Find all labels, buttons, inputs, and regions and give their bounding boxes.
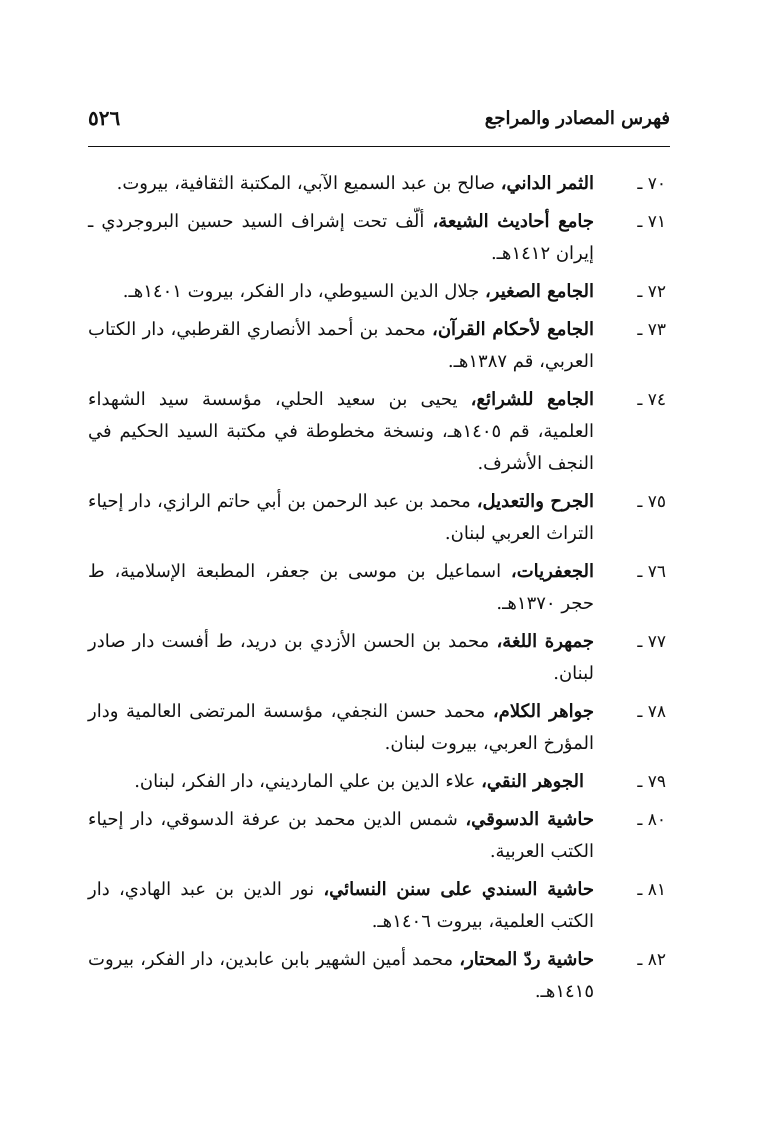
reference-entry xyxy=(88,276,670,308)
reference-entry xyxy=(88,804,670,868)
section-title: فهرس المصادر والمراجع xyxy=(484,107,670,129)
entry-number: ٧٠ ـ xyxy=(637,174,666,194)
entry-details: محمد أمين الشهير بابن عابدين، دار الفكر، بيروت ١٤١٥هـ. xyxy=(88,949,594,1002)
entry-number: ٧٣ ـ xyxy=(637,320,666,340)
entry-title: الجامع الصغير، xyxy=(484,281,594,302)
entry-number: ٧٨ ـ xyxy=(637,702,666,722)
entry-number: ٧٢ ـ xyxy=(637,282,666,302)
entry-number: ٨٠ ـ xyxy=(637,810,666,830)
entry-title: الجوهر النقي، xyxy=(481,771,584,792)
entry-title: حاشية ردّ المحتار، xyxy=(459,949,594,970)
reference-entry xyxy=(88,314,670,378)
entry-details: يحيى بن سعيد الحلي، مؤسسة سيد الشهداء العلمية، قم ١٤٠٥هـ، ونسخة مخطوطة في مكتبة السيد الحكيم في النجف الأشرف. xyxy=(88,389,594,474)
reference-entry xyxy=(88,556,670,620)
entry-details: اسماعيل بن موسى بن جعفر، المطبعة الإسلامية، ط حجر ١٣٧٠هـ. xyxy=(88,561,594,614)
reference-entry xyxy=(88,206,670,270)
entry-body xyxy=(88,314,594,378)
entry-details: محمد بن عبد الرحمن بن أبي حاتم الرازي، دار إحياء التراث العربي لبنان. xyxy=(88,491,594,544)
entry-body xyxy=(88,766,594,798)
entry-number: ٧١ ـ xyxy=(637,212,666,232)
reference-entry xyxy=(88,384,670,480)
entry-title: جواهر الكلام، xyxy=(492,701,594,722)
references-list xyxy=(88,168,670,1014)
entry-title: جمهرة اللغة، xyxy=(496,631,594,652)
entry-title: حاشية الدسوقي، xyxy=(465,809,594,830)
entry-details: محمد حسن النجفي، مؤسسة المرتضى العالمية ودار المؤرخ العربي، بيروت لبنان. xyxy=(88,701,594,754)
entry-details: شمس الدين محمد بن عرفة الدسوقي، دار إحياء الكتب العربية. xyxy=(88,809,594,862)
entry-body xyxy=(88,944,594,1008)
entry-details: محمد بن أحمد الأنصاري القرطبي، دار الكتاب العربي، قم ١٣٨٧هـ. xyxy=(88,319,594,372)
entry-details: علاء الدين بن علي المارديني، دار الفكر، لبنان. xyxy=(134,771,482,792)
entry-number: ٧٤ ـ xyxy=(637,390,666,410)
entry-details: ألّف تحت إشراف السيد حسين البروجردي ـ إيران ١٤١٢هـ. xyxy=(88,211,594,264)
entry-body xyxy=(88,804,594,868)
reference-entry xyxy=(88,944,670,1008)
entry-body xyxy=(88,556,594,620)
reference-entry xyxy=(88,626,670,690)
entry-details: نور الدين بن عبد الهادي، دار الكتب العلمية، بيروت ١٤٠٦هـ. xyxy=(88,879,594,932)
entry-title: حاشية السندي على سنن النسائي، xyxy=(323,879,594,900)
reference-entry xyxy=(88,874,670,938)
entry-body xyxy=(88,626,594,690)
running-head xyxy=(88,100,670,136)
entry-body xyxy=(88,486,594,550)
entry-body xyxy=(88,696,594,760)
entry-body xyxy=(88,384,594,480)
entry-body xyxy=(88,206,594,270)
entry-title: الجعفريات، xyxy=(510,561,594,582)
entry-details: محمد بن الحسن الأزدي بن دريد، ط أفست دار صادر لبنان. xyxy=(88,631,594,684)
entry-number: ٧٦ ـ xyxy=(637,562,666,582)
entry-details: صالح بن عبد السميع الآبي، المكتبة الثقافية، بيروت. xyxy=(116,173,501,194)
page-number: ٥٢٦ xyxy=(88,106,121,130)
entry-body xyxy=(88,168,594,200)
entry-title: الجرح والتعديل، xyxy=(476,491,594,512)
entry-title: جامع أحاديث الشيعة، xyxy=(432,211,595,232)
entry-title: الثمر الداني، xyxy=(500,173,594,194)
entry-number: ٧٧ ـ xyxy=(637,632,666,652)
header-rule xyxy=(88,146,670,147)
entry-details: جلال الدين السيوطي، دار الفكر، بيروت ١٤٠١هـ. xyxy=(122,281,485,302)
entry-title: الجامع للشرائع، xyxy=(470,389,594,410)
reference-entry xyxy=(88,486,670,550)
entry-title: الجامع لأحكام القرآن، xyxy=(432,319,594,340)
entry-body xyxy=(88,276,594,308)
reference-entry xyxy=(88,696,670,760)
entry-number: ٧٥ ـ xyxy=(637,492,666,512)
entry-number: ٧٩ ـ xyxy=(637,772,666,792)
reference-entry xyxy=(88,168,670,200)
entry-body xyxy=(88,874,594,938)
entry-number: ٨١ ـ xyxy=(637,880,666,900)
reference-entry xyxy=(88,766,670,798)
entry-number: ٨٢ ـ xyxy=(637,950,666,970)
